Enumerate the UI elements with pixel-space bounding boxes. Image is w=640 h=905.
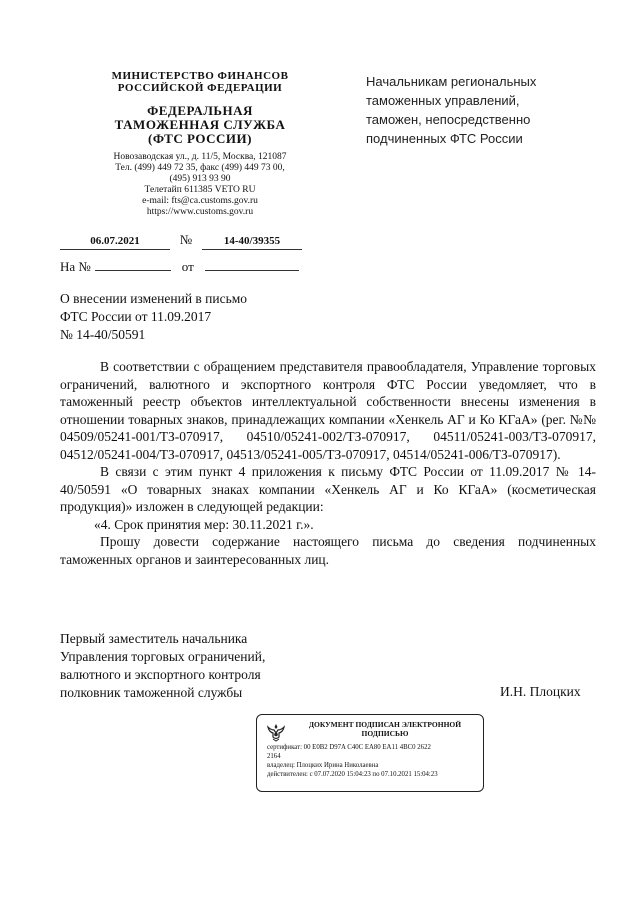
registration-row: [60, 231, 350, 250]
recipient-line: таможен, непосредственно: [366, 112, 531, 127]
service-name: [50, 104, 350, 146]
number-sign: №: [179, 232, 193, 247]
subject-line: О внесении изменений в письмо: [60, 291, 248, 306]
service-line: (ФТС РОССИИ): [148, 131, 252, 146]
reference-label: На №: [60, 259, 91, 274]
subject-line: № 14-40/50591: [60, 327, 146, 342]
ministry-name: [50, 70, 350, 94]
recipient-line: таможенных управлений,: [366, 93, 520, 108]
validity-line: действителен: с 07.07.2020 15:04:23 по 07.10.2021 15:04:23: [267, 771, 438, 778]
email-line: e-mail: fts@ca.customs.gov.ru: [142, 196, 258, 206]
registration-date: 06.07.2021: [60, 235, 170, 250]
ministry-line: РОССИЙСКОЙ ФЕДЕРАЦИИ: [117, 82, 283, 94]
recipient-line: Начальникам региональных: [366, 74, 537, 89]
position-line: Первый заместитель начальника: [60, 631, 248, 646]
certificate-line: сертификат: 00 E0B2 D97A C40C EA80 EA11 4BC0 2622: [267, 744, 431, 751]
website-line: https://www.customs.gov.ru: [146, 207, 254, 217]
recipient-line: подчиненных ФТС России: [366, 131, 523, 146]
body-paragraph: В связи с этим пункт 4 приложения к письму ФТС России от 11.09.2017 № 14-40/50591 «О товарных знаках компании «Хенкель АГ и Ко КГаА» (косметическая продукция)» изложен в следующей редакции:: [60, 464, 596, 514]
contact-block: [50, 152, 350, 218]
body-paragraph: В соответствии с обращением представителя правообладателя, Управление торговых ограничений, валютного и экспортного контроля ФТС России уведомляет, что в таможенный реестр объектов интеллектуальной собственности внесены изменения в отношении товарных знаков, принадлежащих компании «Хенкель АГ и Ко КГаА» (рег. №№ 04509/05241-001/ТЗ-070917, 04510/05241-002/ТЗ-070917, 04511/05241-003/ТЗ-070917, 04512/05241-004/ТЗ-070917, 04513/05241-005/ТЗ-070917, 04514/05241-006/ТЗ-070917).: [60, 359, 596, 462]
reference-row: [60, 256, 350, 276]
body-quote: «4. Срок принятия мер: 30.11.2021 г.».: [94, 516, 314, 532]
electronic-signature-stamp: [256, 714, 484, 792]
signatory-name: И.Н. Плоцких: [500, 684, 581, 699]
from-label: от: [181, 259, 194, 274]
reference-number-blank: [95, 256, 171, 271]
stamp-details: [267, 743, 479, 779]
signatory-position: [60, 630, 265, 702]
position-line: валютного и экспортного контроля: [60, 667, 261, 682]
position-line: полковник таможенной службы: [60, 685, 243, 700]
eagle-emblem-icon: [265, 721, 287, 743]
letter-body: [60, 358, 596, 568]
registration-number: 14-40/39355: [202, 235, 302, 250]
owner-line: владелец: Плоцких Ирина Николаевна: [267, 762, 379, 769]
body-paragraph: Прошу довести содержание настоящего письма до сведения подчиненных таможенных органов и заинтересованных лиц.: [60, 534, 596, 567]
phone-line: (495) 913 93 90: [169, 174, 231, 184]
reference-date-blank: [205, 256, 299, 271]
ministry-line: МИНИСТЕРСТВО ФИНАНСОВ: [111, 70, 289, 82]
service-line: ТАМОЖЕННАЯ СЛУЖБА: [114, 117, 286, 132]
position-line: Управления торговых ограничений,: [60, 649, 266, 664]
teletype-line: Телетайп 611385 VETO RU: [144, 185, 256, 195]
certificate-tail: 2164: [267, 753, 281, 760]
stamp-title: ДОКУМЕНТ ПОДПИСАН ЭЛЕКТРОННОЙ ПОДПИСЬЮ: [308, 720, 462, 738]
address-line: Новозаводская ул., д. 11/5, Москва, 121087: [113, 152, 287, 162]
subject-block: [60, 290, 247, 344]
service-line: ФЕДЕРАЛЬНАЯ: [147, 103, 253, 118]
recipient-block: [366, 72, 586, 148]
phone-line: Тел. (499) 449 72 35, факс (499) 449 73 00,: [115, 163, 285, 173]
subject-line: ФТС России от 11.09.2017: [60, 309, 212, 324]
